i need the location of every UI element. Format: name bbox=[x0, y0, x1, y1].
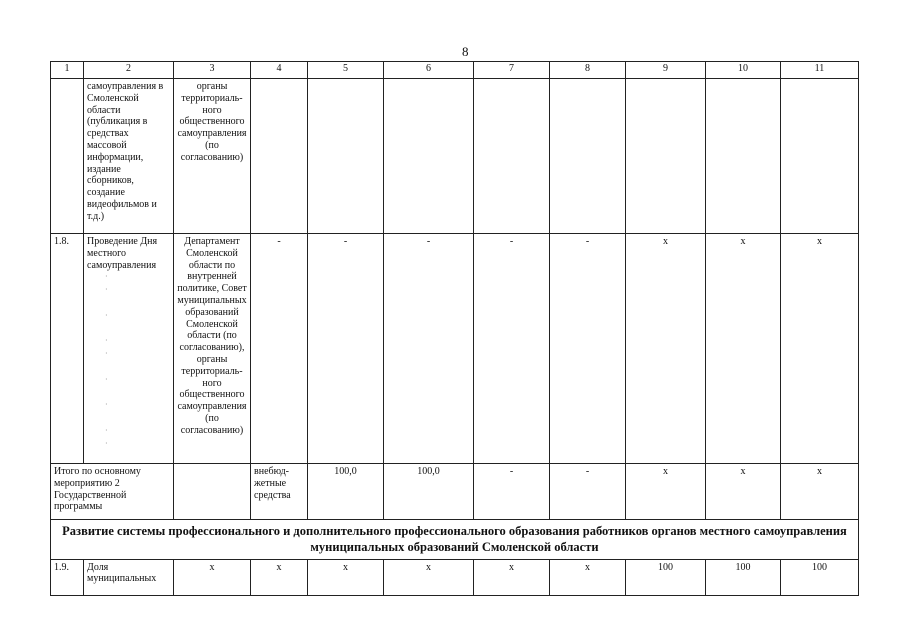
col-header-7: 7 bbox=[474, 62, 550, 79]
section-title-row bbox=[51, 520, 859, 560]
col-header-4: 4 bbox=[251, 62, 308, 79]
cell-value: 100 bbox=[781, 559, 859, 595]
table-row-1-8 bbox=[51, 234, 859, 464]
cell-value: x bbox=[308, 559, 384, 595]
cell-value: x bbox=[550, 559, 626, 595]
col-header-5: 5 bbox=[308, 62, 384, 79]
cell-executors: Департамент Смоленской области по внутренней политике, Совет муниципальных образований Смоленской области (по согласованию), органы территориаль-ного общественного самоуправления (по согласованию) bbox=[174, 234, 251, 464]
program-table bbox=[50, 61, 859, 596]
cell-executors: органы территориаль-ного общественного самоуправления (по согласованию) bbox=[174, 79, 251, 234]
cell-empty bbox=[174, 464, 251, 520]
cell-empty bbox=[626, 79, 706, 234]
col-header-1: 1 bbox=[51, 62, 84, 79]
table-header-row bbox=[51, 62, 859, 79]
cell-total-label: Итого по основному мероприятию 2 Государственной программы bbox=[51, 464, 174, 520]
cell-empty bbox=[706, 79, 781, 234]
cell-empty bbox=[550, 79, 626, 234]
cell-activity-name: Проведение Дня местного самоуправления · · · · · · · · · bbox=[84, 234, 174, 464]
col-header-8: 8 bbox=[550, 62, 626, 79]
cell-empty bbox=[251, 79, 308, 234]
cell-value: x bbox=[251, 559, 308, 595]
cell-row-number: 1.8. bbox=[51, 234, 84, 464]
cell-row-number: 1.9. bbox=[51, 559, 84, 595]
cell-value: x bbox=[626, 464, 706, 520]
cell-value: x bbox=[706, 234, 781, 464]
cell-funding-source: внебюд-жетные средства bbox=[251, 464, 308, 520]
table-row-continuation bbox=[51, 79, 859, 234]
cell-empty bbox=[781, 79, 859, 234]
cell-value: - bbox=[251, 234, 308, 464]
scan-artifact: · · · · · · · · · bbox=[105, 272, 108, 448]
col-header-9: 9 bbox=[626, 62, 706, 79]
cell-value: x bbox=[474, 559, 550, 595]
cell-empty bbox=[308, 79, 384, 234]
cell-activity-text: самоуправления в Смоленской области (публикация в средствах массовой информации, издание сборников, создание видеофильмов и т.д.) bbox=[84, 79, 174, 234]
col-header-6: 6 bbox=[384, 62, 474, 79]
col-header-10: 10 bbox=[706, 62, 781, 79]
table-row-1-9 bbox=[51, 559, 859, 595]
table-row-total bbox=[51, 464, 859, 520]
cell-value: x bbox=[626, 234, 706, 464]
page-number: 8 bbox=[462, 44, 469, 59]
cell-value: x bbox=[781, 464, 859, 520]
cell-value: x bbox=[781, 234, 859, 464]
cell-empty bbox=[474, 79, 550, 234]
cell-empty bbox=[51, 79, 84, 234]
col-header-2: 2 bbox=[84, 62, 174, 79]
cell-value: - bbox=[474, 464, 550, 520]
cell-value: x bbox=[706, 464, 781, 520]
cell-value: - bbox=[384, 234, 474, 464]
cell-value: x bbox=[384, 559, 474, 595]
col-header-11: 11 bbox=[781, 62, 859, 79]
cell-value: 100,0 bbox=[384, 464, 474, 520]
cell-value: 100,0 bbox=[308, 464, 384, 520]
cell-value: 100 bbox=[706, 559, 781, 595]
cell-value: 100 bbox=[626, 559, 706, 595]
col-header-3: 3 bbox=[174, 62, 251, 79]
cell-empty bbox=[384, 79, 474, 234]
cell-indicator-name: Доля муниципальных bbox=[84, 559, 174, 595]
cell-value: - bbox=[308, 234, 384, 464]
cell-value: - bbox=[550, 464, 626, 520]
cell-value: - bbox=[550, 234, 626, 464]
section-title: Развитие системы профессионального и дополнительного профессионального образования работников органов местного самоуправления муниципальных образований Смоленской области bbox=[51, 520, 859, 560]
cell-value: x bbox=[174, 559, 251, 595]
cell-value: - bbox=[474, 234, 550, 464]
